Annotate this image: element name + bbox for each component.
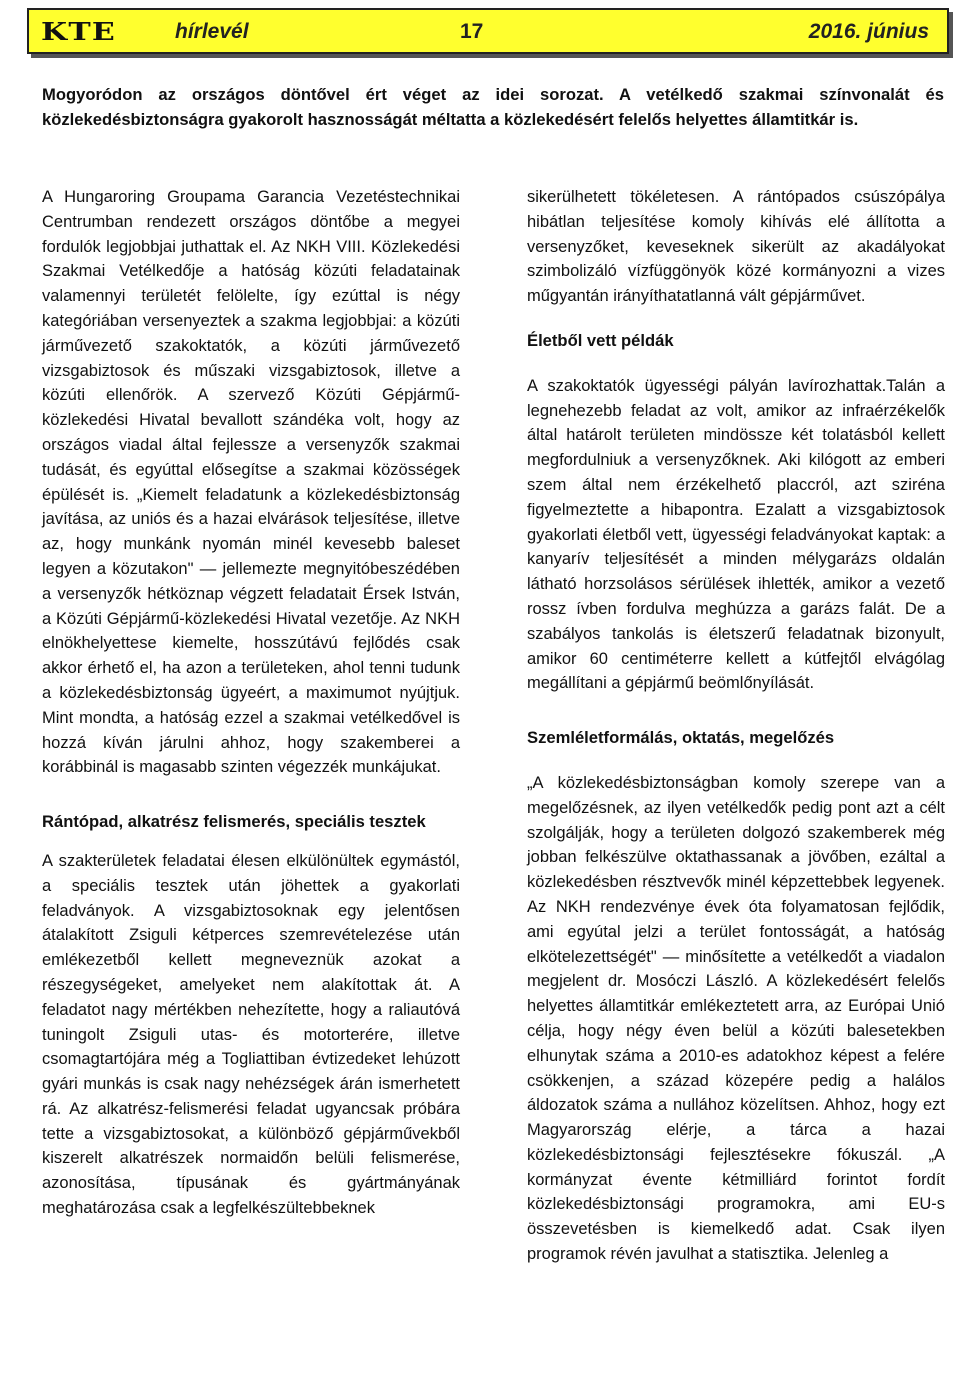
section-heading-szemleletformalas: Szemléletformálás, oktatás, megelőzés bbox=[527, 728, 835, 748]
right-column bbox=[527, 185, 945, 1267]
lead-paragraph: Mogyoródon az országos döntővel ért véget az idei sorozat. A vetélkedő szakmai színvonalát és közlekedésbiztonságra gyakorolt hasznosságát méltatta a közlekedésért felelős helyettes államtitkár is. bbox=[42, 85, 944, 129]
right-paragraph-1: sikerülhetett tökéletesen. A rántópados csúszópálya hibátlan teljesítése komoly kihívás elé állította a versenyzőket, keveseknek sikerült az akadályokat szimbolizáló vízfüggönyök közé kormányozni a vizes műgyantán irányíthatatlanná vált gépjárművet. bbox=[527, 188, 945, 306]
newsletter-title: hírlevél bbox=[175, 20, 249, 43]
left-paragraph-1: A Hungaroring Groupama Garancia Vezetéstechnikai Centrumban rendezett országos döntőbe a megyei fordulók legjobbjai juthattak el. Az NKH VIII. Közlekedési Szakmai Vetélkedője a hatóság közúti feladatainak valamennyi területét felölelte, így ezúttal is négy kategóriában versenyeztek a szakma legjobbjai: a közúti járművezető szakoktatók, a közúti járművezető vizsgabiztosok és műszaki vizsgabiztosok, illetve a közúti ellenőrök. A szervező Közúti Gépjármű-közlekedési Hivatal bevallott szándéka volt, hogy az országos viadal által fejlessze a versenyzők szakmai tudását, és egyúttal elősegítse a szakmai közösségek épülését is. „Kiemelt feladatunk a közlekedésbiztonság javítása, az uniós és a hazai elvárások teljesítése, illetve az, hogy munkánk nyomán minél kevesebb baleset legyen a közutakon" — jellemezte megnyitóbeszédében a versenyzők hétköznap végzett feladatait Érsek István, a Közúti Gépjármű-közlekedési Hivatal vezetője. Az NKH elnökhelyettese kiemelte, hosszútávú fejlődés csak akkor érhető el, ha azon a területeken, ahol tenni tudunk a közlekedésbiztonság ügyeért, a maximumot nyújtjuk. Mint mondta, a hatóság ezzel a szakmai vetélkedővel is hozzá kíván járulni ahhoz, hogy szakemberei a korábbinál is magasabb szinten végezzék munkájukat. bbox=[42, 188, 460, 777]
newsletter-header bbox=[27, 8, 949, 54]
kte-logo: KTE bbox=[41, 17, 117, 46]
section-heading-eletbol: Életből vett példák bbox=[527, 330, 674, 350]
issue-date: 2016. június bbox=[808, 20, 929, 43]
left-column bbox=[42, 185, 460, 1221]
section-heading-rantopad: Rántópad, alkatrész felismerés, speciális tesztek bbox=[42, 812, 426, 832]
left-paragraph-2: A szakterületek feladatai élesen elkülönültek egymástól, a speciális tesztek után jöhettek a gyakorlati feladványok. A vizsgabiztosoknak egy jelentősen átalakított Zsiguli kétperces szemrevételezése után emlékezetből kellett megneveznük azokat a részegységeket, amelyeket nem alakítottak át. A feladatot nagy mértékben nehezítette, hogy a raliautóvá tuningolt Zsiguli utas- és motorterére, illetve csomagtartójára még a Togliattiban évtizedeket lehúzott gyári munkás is csak nagy nehézségek árán ismerhetett rá. Az alkatrész-felismerési feladat ugyancsak próbára tette a vizsgabiztosokat, a különböző gépjárművekből kiszerelt alkatrészek normaidőn belüli felismerése, azonosítása, típusának és gyártmányának meghatározása csak a legfelkészültebbeknek bbox=[42, 851, 460, 1218]
right-paragraph-2: A szakoktatók ügyességi pályán lavírozhattak.Talán a legnehezebb feladat az volt, amikor az infraérzékelők által határolt területen mindössze két tolatásból kellett megfordulniuk a versenyzőknek. Aki kilógott az emberi szem által nem érzékelhető placcról, azt sziréna figyelmeztette a hibapontra. Ezalatt a vizsgabiztosok gyakorlati életből vett, ügyességi feladványokat kaptak: a kanyarív teljesítését a minden mélygarázs oldalán látható horzsolásos sérülések ihlették, amikor a vezető rossz ívben fordulva meghúzza a garázs falát. De a szabályos tankolás is életszerű feladatnak bizonyult, amikor 60 centiméterre kellett a kútfejtől elvágólag megállítani a gépjármű beömlőnyílását. bbox=[527, 376, 945, 693]
right-paragraph-3: „A közlekedésbiztonságban komoly szerepe van a megelőzésnek, az ilyen vetélkedők pedig pont azt a célt szolgálják, hogy a területen dolgozó szakemberek még jobban felkészülve oktathassanak a jövőben, ezáltal a közlekedésben résztvevők minél képzettebbek legyenek. Az NKH rendezvénye évek óta folyamatosan fejlődik, ami egyútal jelzi a terület fontosságát, a hatóság elkötelezettségét" — minősítette a vetélkedőt a viadalon megjelent dr. Mosóczi László. A közlekedésért felelős helyettes államtitkár emlékeztetett arra, az Európai Unió célja, hogy négy éven belül a közúti balesetekben elhunytak száma a 2010-es adatokhoz képest a felére csökkenjen, a század közepére pedig a halálos áldozatok száma a nullához közelítsen. Ahhoz, hogy ezt Magyarország elérje, a tárca a hazai közlekedésbiztonsági fejlesztésekre fókuszál. „A kormányzat évente kétmilliárd forintot fordít közlekedésbiztonsági programokra, ami EU-s összevetésben is kiemelkedő adat. Csak ilyen programok révén javulhat a statisztika. Jelenleg a bbox=[527, 773, 945, 1264]
page-number: 17 bbox=[460, 20, 484, 43]
